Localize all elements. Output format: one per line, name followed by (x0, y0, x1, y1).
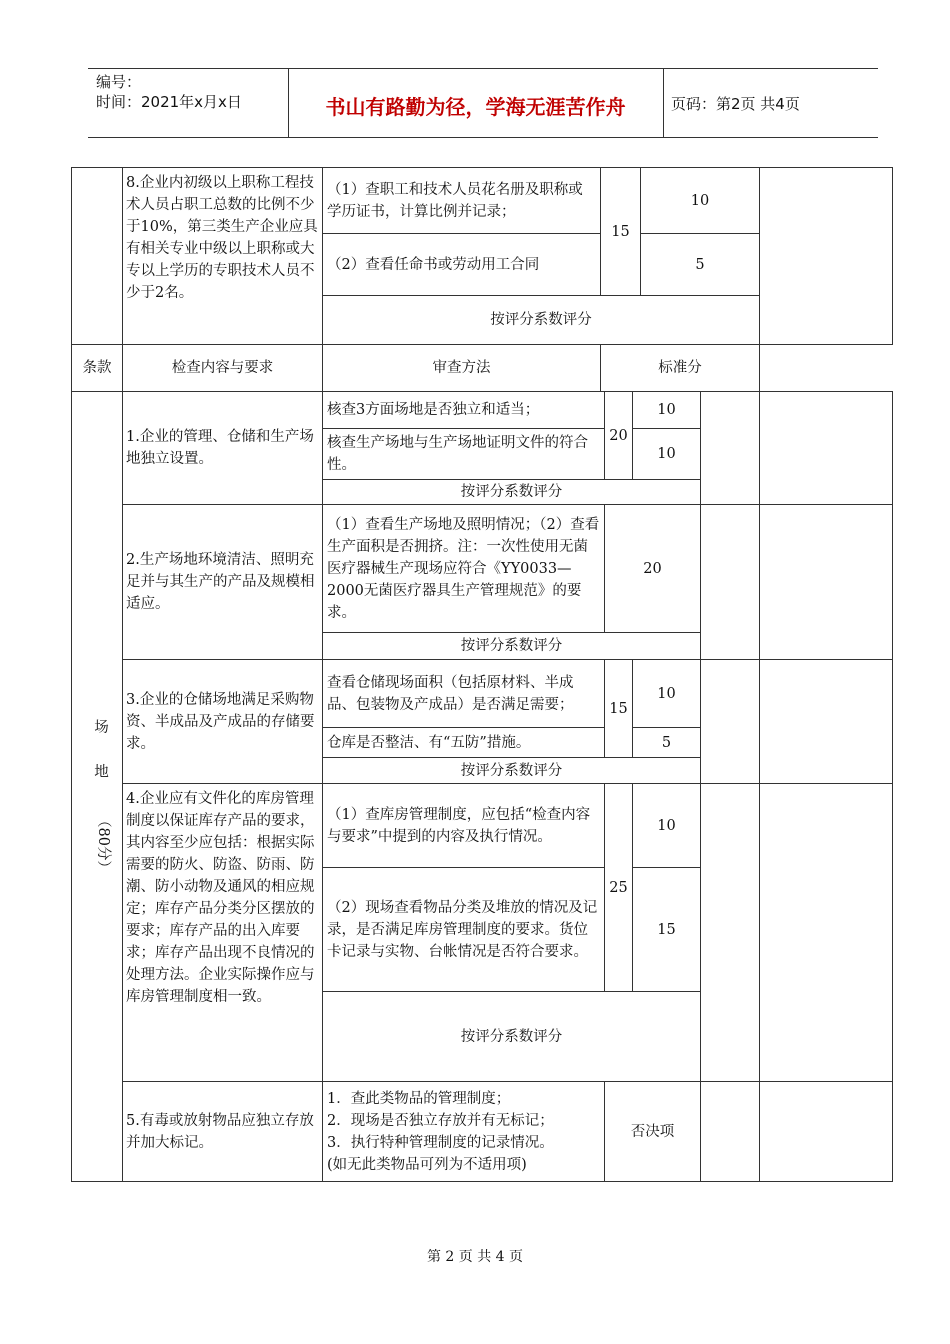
score-note: 按评分系数评分 (323, 480, 701, 505)
table-row (72, 392, 893, 429)
points-cell: 10 (633, 660, 701, 728)
score-note: 按评分系数评分 (323, 296, 760, 345)
table-row (72, 168, 893, 234)
deduction-reason-cell[interactable] (760, 1082, 893, 1182)
table-row (72, 784, 893, 868)
column-header-row (72, 345, 893, 392)
inspection-table (71, 167, 893, 392)
standard-score-cell: 15 (605, 660, 633, 758)
method-cell: （2）查看任命书或劳动用工合同 (323, 234, 601, 296)
requirement-cell: 4.企业应有文件化的库房管理制度以保证库存产品的要求，其内容至少应包括：根据实际需要的防火、防盗、防雨、防潮、防小动物及通风的相应规定；库存产品分类分区摆放的要求；库存产品的出入库要求；库存产品出现不良情况的处理方法。企业实际操作应与库房管理制度相一致。 (123, 784, 323, 1082)
deduction-reason-cell[interactable] (760, 505, 893, 660)
table-row (72, 660, 893, 728)
page-label: 页码：第2页 共4页 (671, 95, 800, 113)
actual-score-cell[interactable] (701, 392, 760, 505)
page-footer: 第 2 页 共 4 页 (426, 1249, 524, 1265)
method-cell: 核查3方面场地是否独立和适当； (323, 392, 605, 429)
points-cell: 15 (633, 868, 701, 992)
header-page-cell (663, 69, 878, 137)
score-note: 按评分系数评分 (323, 758, 701, 784)
standard-score-cell: 15 (601, 168, 641, 296)
method-cell: （1）查看生产场地及照明情况；（2）查看生产面积是否拥挤。注：一次性使用无菌医疗器械生产现场应符合《YY0033—2000无菌医疗器具生产管理规范》的要求。 (323, 505, 605, 633)
col-header-content: 检查内容与要求 (123, 345, 323, 392)
col-header-clause: 条款 (72, 345, 123, 392)
deduction-reason-cell[interactable] (760, 784, 893, 1082)
actual-score-cell[interactable] (701, 505, 760, 660)
method-cell: 核查生产场地与生产场地证明文件的符合性。 (323, 429, 605, 480)
deduction-reason-cell[interactable] (760, 660, 893, 784)
serial-label: 编号： (96, 73, 142, 91)
standard-score-cell: 20 (605, 392, 633, 480)
motto: 书山有路勤为径，学海无涯苦作舟 (325, 95, 626, 119)
score-note: 按评分系数评分 (323, 633, 701, 660)
page-header (88, 68, 878, 138)
section-score: （80分） (94, 812, 111, 875)
method-line: 2．现场是否独立存放并有无标记； (327, 1112, 554, 1129)
requirement-cell: 1.企业的管理、仓储和生产场地独立设置。 (123, 392, 323, 505)
points-cell: 10 (641, 168, 760, 234)
method-line: (如无此类物品可列为不适用项) (327, 1156, 527, 1173)
method-line: 3．执行特种管理制度的记录情况。 (327, 1134, 554, 1151)
score-note: 按评分系数评分 (323, 992, 701, 1082)
method-cell: 仓库是否整洁、有“五防”措施。 (323, 728, 605, 758)
actual-score-cell[interactable] (701, 660, 760, 784)
actual-score-cell[interactable] (701, 1082, 760, 1182)
time-label: 时间：2021年x月x日 (96, 93, 242, 111)
standard-score-cell: 25 (605, 784, 633, 992)
method-cell: （2）现场查看物品分类及堆放的情况及记录，是否满足库房管理制度的要求。货位卡记录与实物、台帐情况是否符合要求。 (323, 868, 605, 992)
veto-cell: 否决项 (605, 1082, 701, 1182)
requirement-cell: 3.企业的仓储场地满足采购物资、半成品及产成品的存储要求。 (123, 660, 323, 784)
method-cell: （1）查职工和技术人员花名册及职称或学历证书，计算比例并记录； (323, 168, 601, 234)
method-line: 1．查此类物品的管理制度； (327, 1090, 511, 1107)
points-cell: 20 (605, 505, 701, 633)
actual-score-cell[interactable] (760, 168, 893, 345)
table-row (72, 1082, 893, 1182)
points-cell: 10 (633, 429, 701, 480)
method-cell (323, 1082, 605, 1182)
section-name: 场地 (92, 718, 108, 808)
header-meta (88, 69, 289, 137)
section-label-site (72, 392, 123, 1182)
points-cell: 5 (633, 728, 701, 758)
points-cell: 10 (633, 392, 701, 429)
requirement-cell: 2.生产场地环境清洁、照明充足并与其生产的产品及规模相适应。 (123, 505, 323, 660)
site-section-table (71, 391, 893, 1182)
method-cell: （1）查库房管理制度，应包括“检查内容与要求”中提到的内容及执行情况。 (323, 784, 605, 868)
requirement-cell: 5.有毒或放射物品应独立存放并加大标记。 (123, 1082, 323, 1182)
points-cell: 5 (641, 234, 760, 296)
header-motto-cell (288, 69, 664, 137)
points-cell: 10 (633, 784, 701, 868)
section-cell-empty (72, 168, 123, 345)
actual-score-cell[interactable] (701, 784, 760, 1082)
requirement-cell: 8.企业内初级以上职称工程技术人员占职工总数的比例不少于10%，第三类生产企业应具有相关专业中级以上职称或大专以上学历的专职技术人员不少于2名。 (123, 168, 323, 345)
table-row (72, 505, 893, 633)
col-header-method: 审查方法 (323, 345, 601, 392)
method-cell: 查看仓储现场面积（包括原材料、半成品、包装物及产成品）是否满足需要； (323, 660, 605, 728)
col-header-standard: 标准分 (601, 345, 760, 392)
deduction-reason-cell[interactable] (760, 392, 893, 505)
